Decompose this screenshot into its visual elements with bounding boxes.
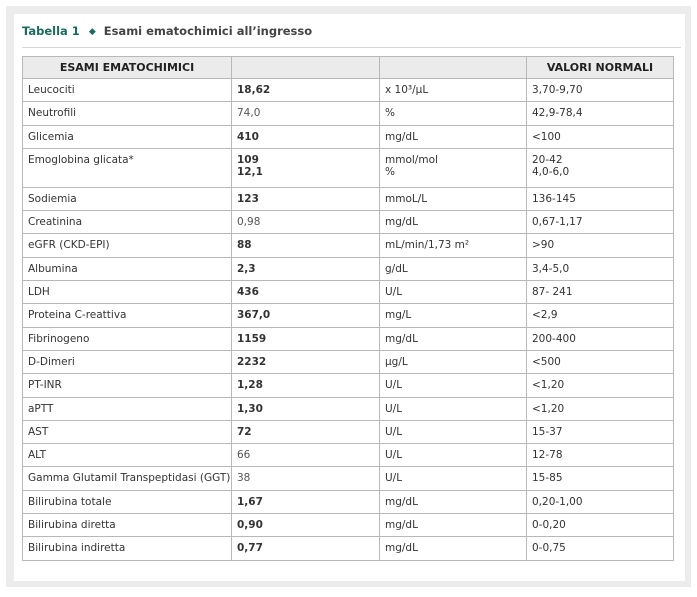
exam-name-cell-text: eGFR (CKD-EPI) [28, 239, 110, 252]
table-row [23, 350, 674, 373]
normal-range-cell [527, 257, 674, 280]
exam-name-cell-text: Emoglobina glicata* [28, 153, 134, 166]
header-unit [380, 57, 527, 79]
result-value-cell-text: 1159 [237, 332, 267, 345]
normal-range-cell-text: 12-78 [532, 449, 563, 462]
unit-cell [380, 79, 527, 102]
result-value-cell-text: 0,98 [237, 216, 261, 229]
unit-cell [380, 281, 527, 304]
normal-range-cell [527, 234, 674, 257]
result-value-cell [232, 234, 380, 257]
unit-cell-text: U/L [385, 449, 403, 462]
normal-range-cell [527, 79, 674, 102]
unit-cell [380, 467, 527, 490]
exam-name-cell-text: AST [28, 425, 49, 438]
normal-range-cell-text: 87- 241 [532, 286, 573, 299]
result-value-cell [232, 304, 380, 327]
exam-name-cell-text: Gamma Glutamil Transpeptidasi (GGT) [28, 472, 231, 485]
normal-range-cell [527, 444, 674, 467]
unit-cell-text: mL/min/1,73 m² [385, 239, 470, 252]
exam-name-cell [23, 490, 232, 513]
table-row [23, 211, 674, 234]
caption-label: Tabella 1 [22, 24, 80, 38]
exam-name-cell [23, 211, 232, 234]
unit-cell-text: U/L [385, 402, 403, 415]
result-value-cell-text: 18,62 [237, 84, 271, 96]
result-value-cell [232, 374, 380, 397]
lab-results-table [22, 56, 674, 561]
exam-name-cell [23, 148, 232, 187]
unit-cell [380, 187, 527, 210]
unit-cell-text: µg/L [385, 355, 408, 368]
result-value-cell-text: 436 [237, 286, 259, 299]
unit-cell [380, 514, 527, 537]
unit-cell [380, 537, 527, 560]
normal-range-cell [527, 304, 674, 327]
table-caption [22, 24, 312, 44]
exam-name-cell [23, 327, 232, 350]
exam-name-cell [23, 444, 232, 467]
normal-range-cell [527, 514, 674, 537]
diamond-icon: ◆ [88, 27, 96, 37]
unit-cell-text: mg/dL [385, 495, 418, 508]
normal-range-cell [527, 490, 674, 513]
result-value-cell-text: 2,3 [237, 262, 256, 275]
result-value-cell-text: 1,67 [237, 495, 263, 508]
table-row [23, 374, 674, 397]
exam-name-cell-text: Glicemia [28, 130, 74, 143]
unit-cell [380, 304, 527, 327]
result-value-cell [232, 327, 380, 350]
result-value-cell [232, 211, 380, 234]
table-panel [14, 14, 685, 581]
result-value-cell [232, 79, 380, 102]
result-value-cell [232, 257, 380, 280]
unit-cell-text: U/L [385, 472, 403, 485]
unit-cell [380, 257, 527, 280]
normal-range-cell [527, 148, 674, 187]
exam-name-cell [23, 537, 232, 560]
result-value-cell [232, 187, 380, 210]
unit-cell-text: mmoL/L [385, 192, 428, 205]
result-value-cell [232, 467, 380, 490]
table-row [23, 397, 674, 420]
table-row [23, 79, 674, 102]
table-row [23, 234, 674, 257]
unit-cell-text: mg/dL [385, 519, 418, 532]
unit-cell [380, 211, 527, 234]
normal-range-cell-text: 15-37 [532, 425, 563, 438]
unit-cell [380, 148, 527, 187]
exam-name-cell [23, 304, 232, 327]
exam-name-cell [23, 125, 232, 148]
exam-name-cell-text: Bilirubina totale [28, 495, 112, 508]
exam-name-cell [23, 514, 232, 537]
unit-cell-text: mg/dL [385, 332, 418, 345]
unit-cell [380, 234, 527, 257]
header-exams: ESAMI EMATOCHIMICI [23, 57, 232, 79]
normal-range-cell [527, 187, 674, 210]
exam-name-cell [23, 281, 232, 304]
normal-range-cell [527, 211, 674, 234]
normal-range-cell-text: <1,20 [532, 379, 565, 392]
exam-name-cell-text: D-Dimeri [28, 355, 75, 368]
result-value-cell [232, 125, 380, 148]
table-row [23, 257, 674, 280]
normal-range-cell [527, 397, 674, 420]
exam-name-cell-text: Creatinina [28, 216, 83, 229]
result-value-cell-text: 123 [237, 192, 259, 205]
result-value-cell-text: 66 [237, 449, 251, 462]
unit-cell-text: % [385, 107, 395, 120]
unit-cell-text: mg/dL [385, 130, 418, 143]
normal-range-cell-text-secondary: 4,0-6,0 [532, 165, 570, 178]
result-value-cell [232, 514, 380, 537]
unit-cell-text: U/L [385, 286, 403, 299]
unit-cell-text: U/L [385, 425, 403, 438]
exam-name-cell-text: Albumina [28, 262, 78, 275]
unit-cell-text: x 10³/µL [385, 84, 429, 96]
normal-range-cell-text: 42,9-78,4 [532, 107, 583, 120]
result-value-cell-text: 74,0 [237, 107, 261, 120]
unit-cell-text: g/dL [385, 262, 408, 275]
result-value-cell [232, 444, 380, 467]
result-value-cell-text: 0,77 [237, 542, 263, 555]
result-value-cell-text: 1,30 [237, 402, 263, 415]
normal-range-cell [527, 374, 674, 397]
normal-range-cell-text: 0,67-1,17 [532, 216, 583, 229]
table-row [23, 444, 674, 467]
normal-range-cell-text: 15-85 [532, 472, 563, 485]
normal-range-cell-text: 3,4-5,0 [532, 262, 570, 275]
unit-cell-text: mg/dL [385, 542, 418, 555]
exam-name-cell-text: Sodiemia [28, 192, 77, 205]
table-row [23, 327, 674, 350]
normal-range-cell-text: <100 [532, 130, 561, 143]
result-value-cell-text: 88 [237, 239, 252, 252]
table-header-row [23, 57, 674, 79]
normal-range-cell-text: 200-400 [532, 332, 576, 345]
result-value-cell-text-secondary: 12,1 [237, 165, 263, 178]
exam-name-cell [23, 257, 232, 280]
table-row [23, 514, 674, 537]
result-value-cell-text: 109 [237, 153, 259, 166]
exam-name-cell-text: ALT [28, 449, 47, 462]
caption-title: Esami ematochimici all’ingresso [103, 24, 313, 38]
table-row [23, 467, 674, 490]
table-row [23, 102, 674, 125]
unit-cell [380, 350, 527, 373]
result-value-cell [232, 537, 380, 560]
result-value-cell [232, 490, 380, 513]
result-value-cell-text: 367,0 [237, 309, 271, 322]
normal-range-cell-text: 0-0,20 [532, 519, 566, 532]
table-row [23, 537, 674, 560]
result-value-cell-text: 1,28 [237, 379, 263, 392]
normal-range-cell [527, 350, 674, 373]
unit-cell [380, 490, 527, 513]
exam-name-cell-text: Proteina C-reattiva [28, 309, 127, 322]
table-row [23, 420, 674, 443]
result-value-cell-text: 0,90 [237, 519, 263, 532]
normal-range-cell [527, 467, 674, 490]
exam-name-cell-text: aPTT [28, 402, 54, 415]
normal-range-cell-text: 0-0,75 [532, 542, 566, 555]
table-row [23, 490, 674, 513]
result-value-cell [232, 350, 380, 373]
unit-cell [380, 420, 527, 443]
exam-name-cell-text: LDH [28, 286, 50, 299]
result-value-cell-text: 72 [237, 425, 252, 438]
result-value-cell [232, 420, 380, 443]
exam-name-cell [23, 350, 232, 373]
result-value-cell [232, 397, 380, 420]
exam-name-cell-text: Bilirubina diretta [28, 519, 116, 532]
normal-range-cell-text: <1,20 [532, 402, 565, 415]
result-value-cell [232, 102, 380, 125]
unit-cell [380, 397, 527, 420]
exam-name-cell [23, 234, 232, 257]
unit-cell-text: U/L [385, 379, 403, 392]
normal-range-cell [527, 125, 674, 148]
exam-name-cell-text: Bilirubina indiretta [28, 542, 126, 555]
table-row [23, 148, 674, 187]
exam-name-cell [23, 187, 232, 210]
result-value-cell-text: 410 [237, 130, 259, 143]
normal-range-cell [527, 327, 674, 350]
normal-range-cell [527, 420, 674, 443]
result-value-cell-text: 2232 [237, 355, 267, 368]
table-row [23, 125, 674, 148]
unit-cell [380, 125, 527, 148]
unit-cell-text: mg/dL [385, 216, 418, 229]
exam-name-cell [23, 374, 232, 397]
table-frame [6, 6, 691, 587]
unit-cell-text: mg/L [385, 309, 412, 322]
normal-range-cell-text: 3,70-9,70 [532, 84, 583, 96]
exam-name-cell [23, 102, 232, 125]
normal-range-cell-text: 20-42 [532, 153, 563, 166]
table-row [23, 187, 674, 210]
result-value-cell [232, 281, 380, 304]
caption-divider [22, 47, 681, 48]
normal-range-cell [527, 102, 674, 125]
normal-range-cell-text: <2,9 [532, 309, 558, 322]
exam-name-cell-text: Neutrofili [28, 107, 77, 120]
exam-name-cell-text: PT-INR [28, 379, 62, 392]
table-row [23, 281, 674, 304]
exam-name-cell [23, 397, 232, 420]
unit-cell [380, 102, 527, 125]
normal-range-cell-text: 0,20-1,00 [532, 495, 583, 508]
normal-range-cell-text: >90 [532, 239, 555, 252]
unit-cell-text-secondary: % [385, 165, 395, 178]
normal-range-cell [527, 537, 674, 560]
result-value-cell-text: 38 [237, 472, 251, 485]
unit-cell-text: mmol/mol [385, 153, 438, 166]
normal-range-cell [527, 281, 674, 304]
normal-range-cell-text: 136-145 [532, 192, 576, 205]
exam-name-cell [23, 79, 232, 102]
result-value-cell [232, 148, 380, 187]
table-row [23, 304, 674, 327]
exam-name-cell-text: Fibrinogeno [28, 332, 90, 345]
unit-cell [380, 374, 527, 397]
exam-name-cell [23, 420, 232, 443]
unit-cell [380, 444, 527, 467]
normal-range-cell-text: <500 [532, 355, 561, 368]
header-value [232, 57, 380, 79]
exam-name-cell-text: Leucociti [28, 84, 75, 96]
exam-name-cell [23, 467, 232, 490]
unit-cell [380, 327, 527, 350]
header-normal-values: VALORI NORMALI [527, 57, 674, 79]
